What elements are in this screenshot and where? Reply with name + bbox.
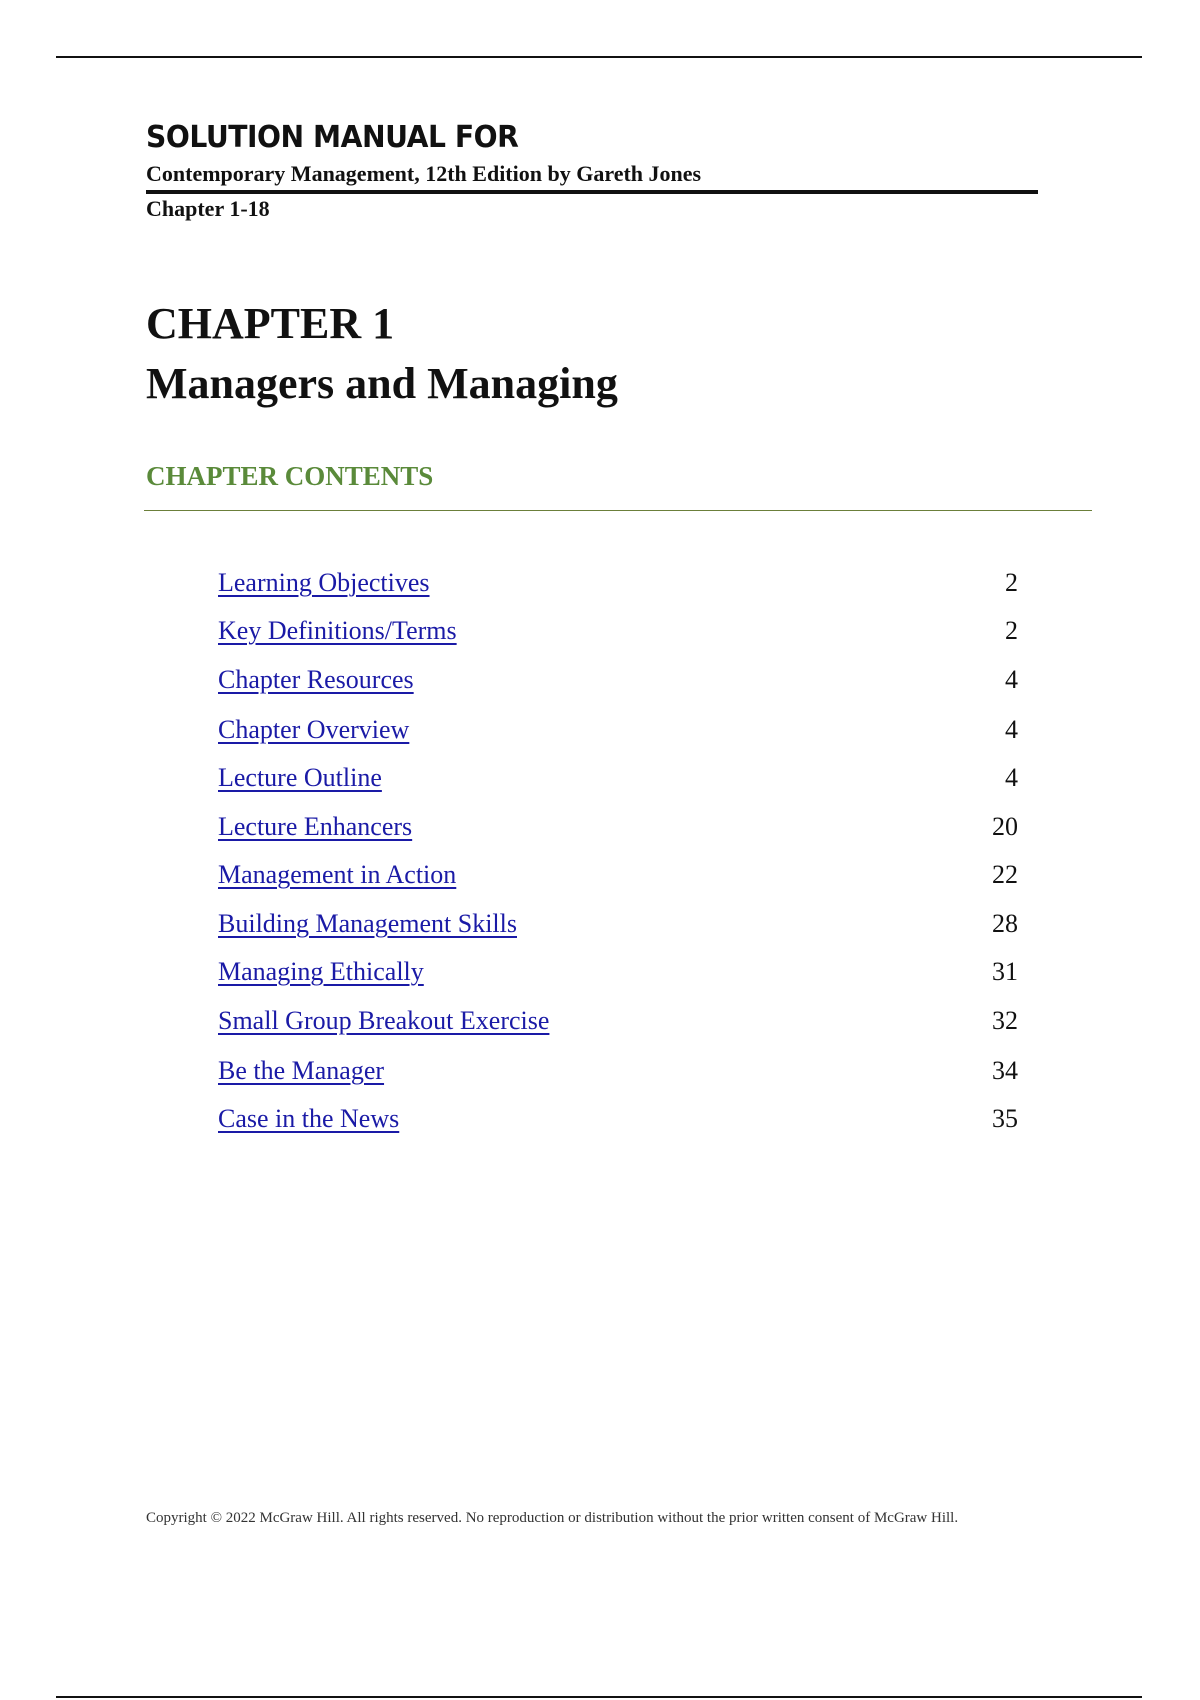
- toc-page-number: 28: [992, 909, 1018, 938]
- book-title-line: Contemporary Management, 12th Edition by Gareth Jones: [146, 160, 1038, 194]
- toc-link-case-in-the-news[interactable]: Case in the News: [218, 1104, 400, 1133]
- toc-page-number: 4: [1005, 715, 1018, 744]
- toc-row: [218, 1053, 1018, 1089]
- toc-row: [218, 760, 1018, 796]
- chapter-heading: [146, 294, 618, 414]
- toc-link-building-management-skills[interactable]: Building Management Skills: [218, 909, 517, 938]
- toc-link-small-group-breakout-exercise[interactable]: Small Group Breakout Exercise: [218, 1006, 550, 1035]
- toc-page-number: 31: [992, 957, 1018, 986]
- toc-row: [218, 954, 1018, 990]
- toc-page-number: 34: [992, 1056, 1018, 1085]
- toc-link-managing-ethically[interactable]: Managing Ethically: [218, 957, 424, 986]
- toc-link-lecture-enhancers[interactable]: Lecture Enhancers: [218, 812, 413, 841]
- page-bottom-rule: [56, 1696, 1142, 1698]
- toc-page-number: 20: [992, 812, 1018, 841]
- toc-link-chapter-resources[interactable]: Chapter Resources: [218, 665, 414, 694]
- toc-link-management-in-action[interactable]: Management in Action: [218, 860, 457, 889]
- toc-page-number: 2: [1005, 568, 1018, 597]
- toc-page-number: 32: [992, 1006, 1018, 1035]
- toc-page-number: 22: [992, 860, 1018, 889]
- toc-row: [218, 1101, 1018, 1137]
- toc-row: [218, 613, 1018, 649]
- toc-row: [218, 906, 1018, 942]
- toc-link-be-the-manager[interactable]: Be the Manager: [218, 1056, 385, 1085]
- chapter-range: Chapter 1-18: [146, 196, 270, 221]
- contents-heading: CHAPTER CONTENTS: [146, 461, 434, 491]
- toc-page-number: 4: [1005, 665, 1018, 694]
- toc-row: [218, 565, 1018, 601]
- document-header: [146, 118, 1038, 224]
- toc-link-learning-objectives[interactable]: Learning Objectives: [218, 568, 430, 597]
- toc-page-number: 4: [1005, 763, 1018, 792]
- page-top-rule: [56, 56, 1142, 58]
- chapter-title: Managers and Managing: [146, 359, 618, 408]
- toc-page-number: 2: [1005, 616, 1018, 645]
- contents-divider: [144, 510, 1092, 511]
- toc-row: [218, 857, 1018, 893]
- toc-page-number: 35: [992, 1104, 1018, 1133]
- toc-link-chapter-overview[interactable]: Chapter Overview: [218, 715, 410, 744]
- toc-link-lecture-outline[interactable]: Lecture Outline: [218, 763, 382, 792]
- copyright-notice: Copyright © 2022 McGraw Hill. All rights reserved. No reproduction or distribution without the prior written consent of McGraw Hill.: [146, 1510, 959, 1526]
- toc-row: [218, 1003, 1018, 1039]
- toc-row: [218, 712, 1018, 748]
- toc-row: [218, 662, 1018, 698]
- toc-row: [218, 809, 1018, 845]
- chapter-number: CHAPTER 1: [146, 299, 395, 348]
- toc-link-key-definitions[interactable]: Key Definitions/Terms: [218, 616, 457, 645]
- manual-title: SOLUTION MANUAL FOR: [146, 120, 519, 155]
